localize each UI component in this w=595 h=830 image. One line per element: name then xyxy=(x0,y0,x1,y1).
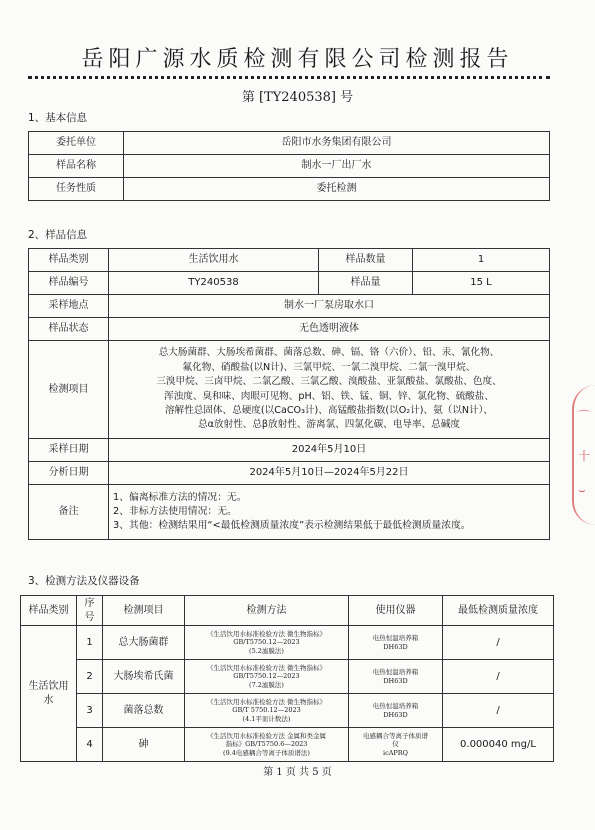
sample-state-value: 无色透明液体 xyxy=(109,318,550,341)
remark-line: 1、偏离标准方法的情况：无。 xyxy=(113,491,247,503)
row-no: 4 xyxy=(77,728,103,762)
sampling-date-label: 采样日期 xyxy=(29,439,109,462)
row-instrument xyxy=(349,728,443,762)
title-divider xyxy=(28,76,550,79)
row-limit: / xyxy=(443,660,554,694)
sample-qty-label: 样品数量 xyxy=(319,249,413,272)
test-items-line: 三溴甲烷、三卤甲烷、二氯乙酸、三氯乙酸、溴酸盐、亚氯酸盐、氯酸盐、色度、 xyxy=(156,376,502,388)
row-method xyxy=(185,660,349,694)
instrument-line: DH63D xyxy=(383,710,408,719)
row-item: 砷 xyxy=(103,728,185,762)
method-line: 《生活饮用水标准检验方法 微生物指标》 xyxy=(206,664,327,673)
method-line: GB/T5750.12—2023 xyxy=(233,638,300,647)
row-limit: / xyxy=(443,626,554,660)
task-nature-label: 任务性质 xyxy=(29,178,124,201)
sample-no-value: TY240538 xyxy=(109,272,319,295)
method-line: GB/T5750.12—2023 xyxy=(233,672,300,681)
instrument-line: 电热恒温培养箱 xyxy=(372,634,419,643)
header-no: 序号 xyxy=(77,596,103,626)
sample-amount-label: 样品量 xyxy=(319,272,413,295)
test-items-line: 氟化物、硝酸盐(以N计)、三氯甲烷、一氯二溴甲烷、二氯一溴甲烷、 xyxy=(182,361,476,373)
sample-info-table xyxy=(28,248,550,540)
section-sample-heading: 2、样品信息 xyxy=(28,229,88,241)
test-items-line: 总大肠菌群、大肠埃希菌群、菌落总数、砷、镉、铬（六价）、铅、汞、氰化物、 xyxy=(158,347,500,359)
client-label: 委托单位 xyxy=(29,132,124,155)
sample-no-label: 样品编号 xyxy=(29,272,109,295)
page-footer: 第 1 页 共 5 页 xyxy=(263,767,332,778)
instrument-line: 电热恒温培养箱 xyxy=(372,702,419,711)
row-method xyxy=(185,694,349,728)
sampling-place-label: 采样地点 xyxy=(29,295,109,318)
section-basic-heading: 1、基本信息 xyxy=(28,112,88,124)
method-line: GB/T 5750.12—2023 xyxy=(232,706,301,715)
row-item: 菌落总数 xyxy=(103,694,185,728)
remark-value xyxy=(109,485,550,540)
instrument-line: icAPRQ xyxy=(382,748,408,757)
method-line: 指标》GB/T5750.6—2023 xyxy=(225,740,308,749)
method-line: 《生活饮用水标准检验方法 微生物指标》 xyxy=(206,630,327,639)
row-item: 总大肠菌群 xyxy=(103,626,185,660)
sampling-place-value: 制水一厂泵房取水口 xyxy=(109,295,550,318)
sample-type-value: 生活饮用水 xyxy=(109,249,319,272)
client-value: 岳阳市水务集团有限公司 xyxy=(124,132,550,155)
header-limit: 最低检测质量浓度 xyxy=(443,596,554,626)
row-method xyxy=(185,626,349,660)
row-no: 3 xyxy=(77,694,103,728)
instrument-line: DH63D xyxy=(383,642,408,651)
sample-amount-value: 15 L xyxy=(413,272,550,295)
instrument-line: DH63D xyxy=(383,676,408,685)
test-items-value xyxy=(109,341,550,439)
method-line: 《生活饮用水标准检验方法 微生物指标》 xyxy=(206,698,327,707)
report-number: 第 [TY240538] 号 xyxy=(241,90,354,105)
remark-line: 3、其他：检测结果用“<最低检测质量浓度”表示检测结果低于最低检测质量浓度。 xyxy=(113,520,471,532)
test-items-line: 浑浊度、臭和味、肉眼可见物、pH、铝、铁、锰、铜、锌、氯化物、硫酸盐、 xyxy=(164,390,494,402)
header-method: 检测方法 xyxy=(185,596,349,626)
seal-stamp-edge: ⌒ 十 ⌣ xyxy=(572,385,595,525)
task-nature-value: 委托检测 xyxy=(124,178,550,201)
row-no: 2 xyxy=(77,660,103,694)
row-instrument xyxy=(349,660,443,694)
instrument-line: 电感耦合等离子体质谱 xyxy=(363,732,428,741)
category-cell: 生活饮用水 xyxy=(21,626,77,762)
header-item: 检测项目 xyxy=(103,596,185,626)
row-method xyxy=(185,728,349,762)
sample-name-value: 制水一厂出厂水 xyxy=(124,155,550,178)
header-instrument: 使用仪器 xyxy=(349,596,443,626)
test-items-line: 溶解性总固体、总硬度(以CaCO₃计)、高锰酸盐指数(以O₂计)、氨（以N计）、 xyxy=(164,404,494,416)
sample-state-label: 样品状态 xyxy=(29,318,109,341)
test-items-label: 检测项目 xyxy=(29,341,109,439)
method-line: (7.2滤膜法) xyxy=(249,680,284,689)
test-items-line: 总α放射性、总β放射性、游离氯、四氯化碳、电导率、总碱度 xyxy=(198,419,460,431)
analysis-date-value: 2024年5月10日—2024年5月22日 xyxy=(109,462,550,485)
sample-name-label: 样品名称 xyxy=(29,155,124,178)
method-line: (5.2滤膜法) xyxy=(249,646,284,655)
methods-table xyxy=(20,595,554,762)
row-instrument xyxy=(349,694,443,728)
row-limit: / xyxy=(443,694,554,728)
remark-line: 2、非标方法使用情况：无。 xyxy=(113,505,237,517)
sample-type-label: 样品类别 xyxy=(29,249,109,272)
sample-qty-value: 1 xyxy=(413,249,550,272)
analysis-date-label: 分析日期 xyxy=(29,462,109,485)
row-item: 大肠埃希氏菌 xyxy=(103,660,185,694)
sampling-date-value: 2024年5月10日 xyxy=(109,439,550,462)
method-line: (9.4电感耦合等离子体质谱法) xyxy=(223,748,310,757)
method-line: 《生活饮用水标准检验方法 金属和类金属 xyxy=(206,732,327,741)
row-limit: 0.000040 mg/L xyxy=(443,728,554,762)
instrument-line: 电热恒温培养箱 xyxy=(372,668,419,677)
remark-label: 备注 xyxy=(29,485,109,540)
row-instrument xyxy=(349,626,443,660)
header-category: 样品类别 xyxy=(21,596,77,626)
basic-info-table xyxy=(28,131,550,201)
instrument-line: 仪 xyxy=(392,740,399,749)
row-no: 1 xyxy=(77,626,103,660)
section-methods-heading: 3、检测方法及仪器设备 xyxy=(28,575,140,587)
report-title: 岳阳广源水质检测有限公司检测报告 xyxy=(81,47,514,72)
method-line: (4.1平皿计数法) xyxy=(242,714,291,723)
